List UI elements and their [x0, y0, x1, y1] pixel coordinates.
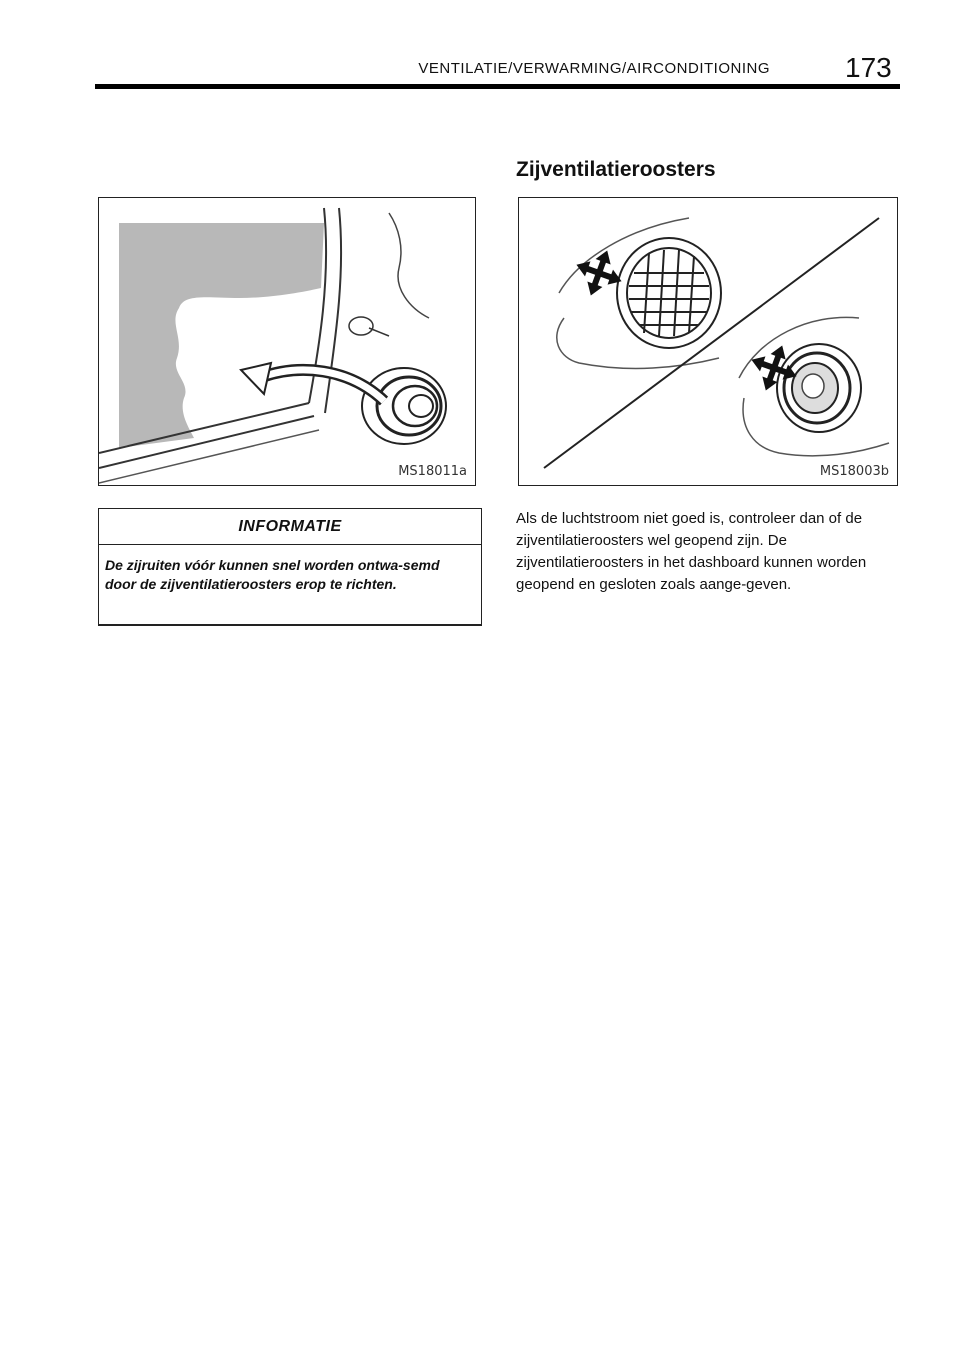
- body-paragraph: Als de luchtstroom niet goed is, controleer dan of de zijventilatieroosters wel geopend zijn. De zijventilatieroosters in het dashboard kunnen worden geopend en gesloten zoals aange-geven.: [516, 510, 867, 593]
- figure-code: MS18003b: [819, 464, 889, 479]
- page-number: 173: [845, 52, 892, 83]
- side-window-defog-illustration: [98, 197, 476, 486]
- header-title: VENTILATIE/VERWARMING/AIRCONDITIONING: [418, 60, 770, 77]
- header-rule: [95, 84, 900, 89]
- section-title: Zijventilatieroosters: [516, 158, 716, 181]
- information-title: INFORMATIE: [99, 509, 481, 545]
- information-text: De zijruiten vóór kunnen snel worden ontwa-semd door de zijventilatieroosters erop te richten.: [105, 557, 440, 592]
- side-vent-illustration: [518, 197, 898, 486]
- information-box: [98, 508, 482, 626]
- figure-code: MS18011a: [398, 464, 467, 479]
